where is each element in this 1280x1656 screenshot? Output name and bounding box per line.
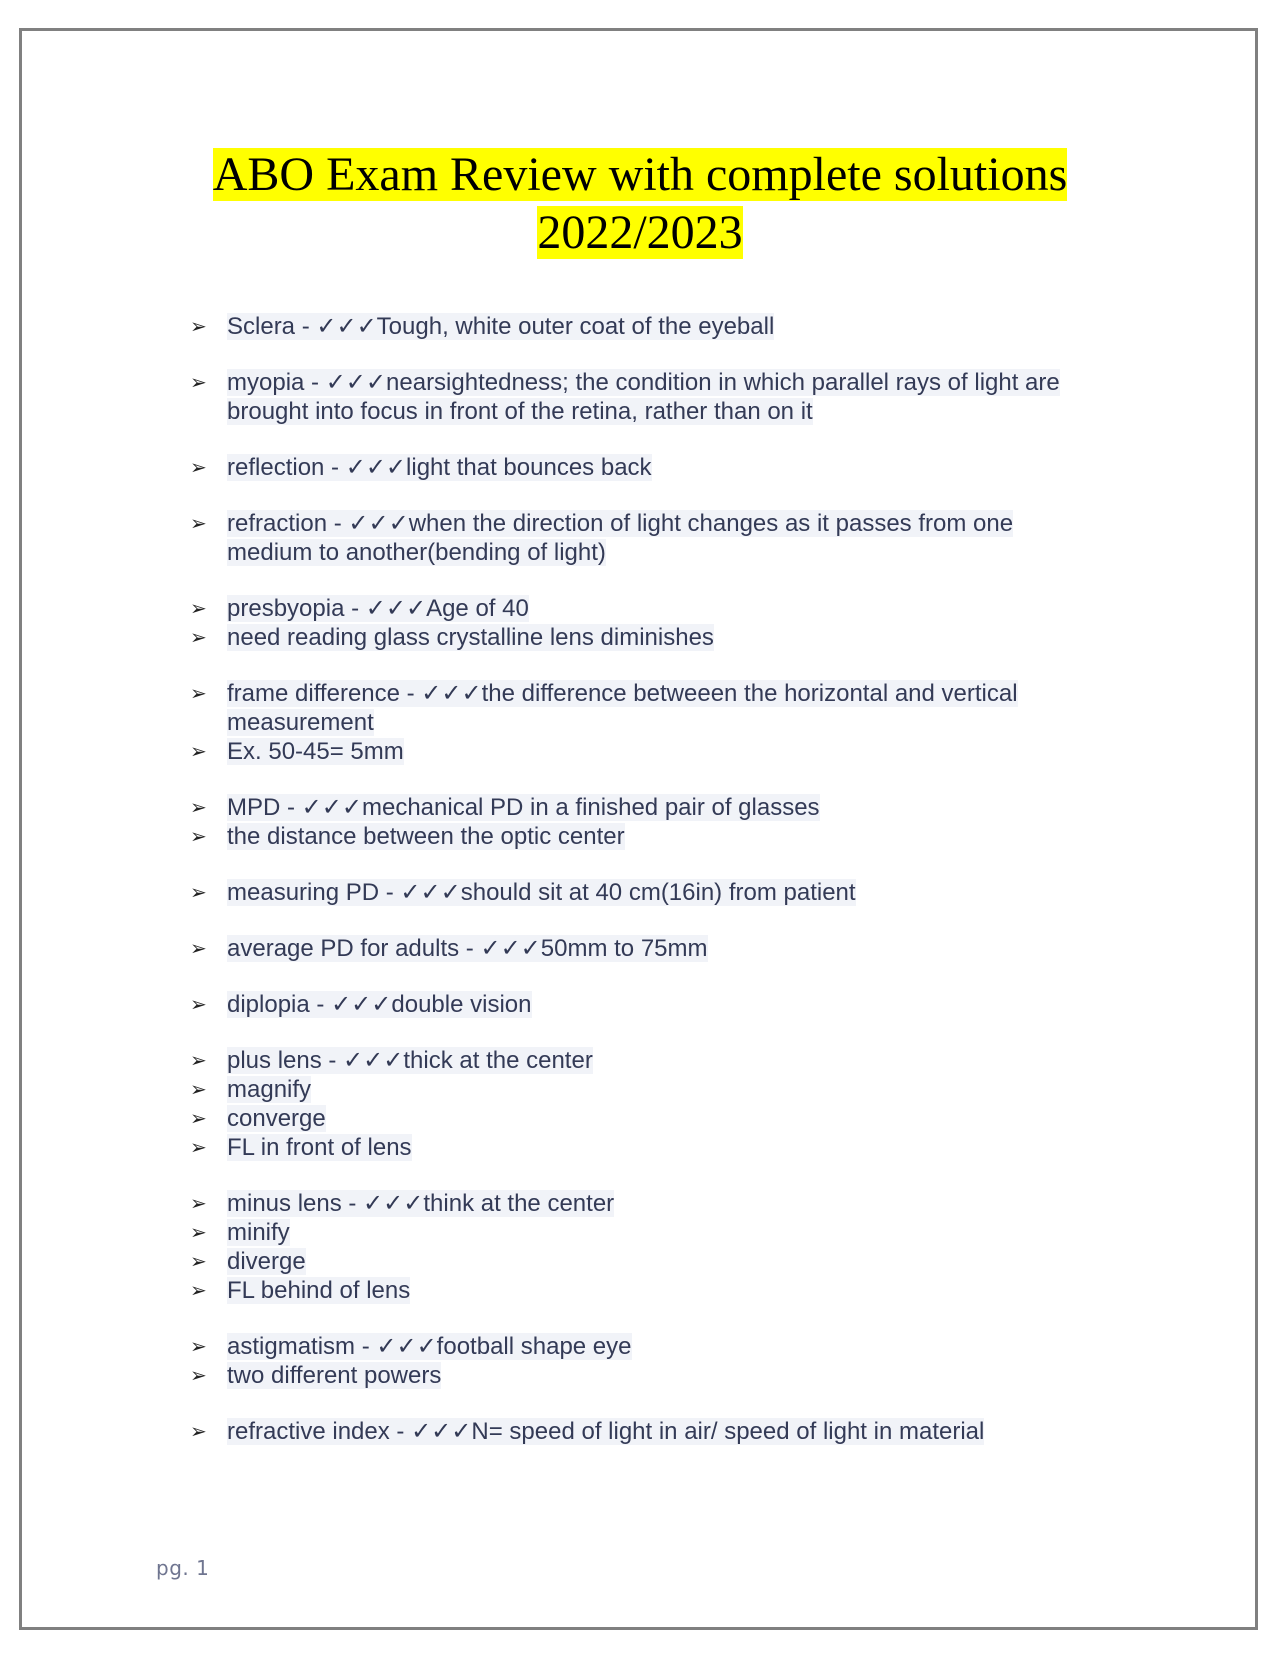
arrow-bullet-icon: ➢: [190, 880, 207, 904]
arrow-bullet-icon: ➢: [190, 824, 207, 848]
list-item-text: minify: [227, 1219, 290, 1246]
term-group: [190, 934, 1090, 963]
list-item: [190, 1189, 1090, 1218]
list-item: [190, 594, 1090, 623]
document-title: [150, 146, 1130, 262]
page-number: pg. 1: [156, 1556, 210, 1580]
arrow-bullet-icon: ➢: [190, 1419, 207, 1443]
term-group: [190, 1332, 1090, 1390]
arrow-bullet-icon: ➢: [190, 681, 207, 705]
list-item: [190, 509, 1090, 567]
arrow-bullet-icon: ➢: [190, 739, 207, 763]
list-item: [190, 1133, 1090, 1162]
arrow-bullet-icon: ➢: [190, 1334, 207, 1358]
arrow-bullet-icon: ➢: [190, 1106, 207, 1130]
term-group: [190, 679, 1090, 766]
arrow-bullet-icon: ➢: [190, 1278, 207, 1302]
list-item: [190, 368, 1090, 426]
list-item: [190, 934, 1090, 963]
list-item: [190, 1417, 1090, 1446]
title-line-2: 2022/2023: [537, 206, 743, 259]
list-item-text: plus lens - ✓✓✓thick at the center: [227, 1047, 593, 1074]
list-item: [190, 1218, 1090, 1247]
list-item: [190, 737, 1090, 766]
list-item-text: converge: [227, 1105, 326, 1132]
term-group: [190, 1046, 1090, 1162]
term-group: [190, 594, 1090, 652]
list-item: [190, 453, 1090, 482]
list-item-text: refraction - ✓✓✓when the direction of light changes as it passes from one medium to another(bending of light): [227, 510, 1014, 566]
list-item-text: minus lens - ✓✓✓think at the center: [227, 1190, 615, 1217]
list-item-text: diplopia - ✓✓✓double vision: [227, 991, 532, 1018]
arrow-bullet-icon: ➢: [190, 1220, 207, 1244]
list-item: [190, 878, 1090, 907]
term-group: [190, 793, 1090, 851]
list-item-text: refractive index - ✓✓✓N= speed of light in air/ speed of light in material: [227, 1418, 985, 1445]
list-item-text: frame difference - ✓✓✓the difference betweeen the horizontal and vertical measurement: [227, 680, 1018, 736]
list-item-text: need reading glass crystalline lens diminishes: [227, 624, 714, 651]
term-group: [190, 509, 1090, 567]
list-item: [190, 1276, 1090, 1305]
list-item-text: Sclera - ✓✓✓Tough, white outer coat of the eyeball: [227, 313, 775, 340]
arrow-bullet-icon: ➢: [190, 795, 207, 819]
title-line-1: ABO Exam Review with complete solutions: [212, 148, 1068, 201]
arrow-bullet-icon: ➢: [190, 314, 207, 338]
arrow-bullet-icon: ➢: [190, 1048, 207, 1072]
list-item: [190, 822, 1090, 851]
arrow-bullet-icon: ➢: [190, 1077, 207, 1101]
list-item: [190, 1332, 1090, 1361]
term-group: [190, 368, 1090, 426]
list-item-text: myopia - ✓✓✓nearsightedness; the condition in which parallel rays of light are brought into focus in front of the retina, rather than on it: [227, 369, 1060, 425]
arrow-bullet-icon: ➢: [190, 370, 207, 394]
list-item-text: Ex. 50-45= 5mm: [227, 738, 404, 765]
list-item-text: magnify: [227, 1076, 312, 1103]
list-item: [190, 1361, 1090, 1390]
list-item-text: measuring PD - ✓✓✓should sit at 40 cm(16in) from patient: [227, 879, 856, 906]
list-item: [190, 623, 1090, 652]
list-item: [190, 793, 1090, 822]
list-item-text: presbyopia - ✓✓✓Age of 40: [227, 595, 529, 622]
arrow-bullet-icon: ➢: [190, 596, 207, 620]
arrow-bullet-icon: ➢: [190, 625, 207, 649]
arrow-bullet-icon: ➢: [190, 992, 207, 1016]
arrow-bullet-icon: ➢: [190, 936, 207, 960]
arrow-bullet-icon: ➢: [190, 511, 207, 535]
list-item-text: average PD for adults - ✓✓✓50mm to 75mm: [227, 935, 708, 962]
list-item-text: diverge: [227, 1248, 306, 1275]
list-item: [190, 312, 1090, 341]
arrow-bullet-icon: ➢: [190, 1191, 207, 1215]
arrow-bullet-icon: ➢: [190, 1135, 207, 1159]
list-item: [190, 1247, 1090, 1276]
list-item: [190, 1046, 1090, 1075]
list-item-text: reflection - ✓✓✓light that bounces back: [227, 454, 652, 481]
list-item: [190, 1075, 1090, 1104]
list-item-text: MPD - ✓✓✓mechanical PD in a finished pair of glasses: [227, 794, 820, 821]
list-item: [190, 679, 1090, 737]
list-item-text: FL behind of lens: [227, 1277, 411, 1304]
term-group: [190, 990, 1090, 1019]
list-item: [190, 990, 1090, 1019]
term-group: [190, 1417, 1090, 1446]
term-group: [190, 312, 1090, 341]
term-group: [190, 878, 1090, 907]
term-list: [190, 312, 1090, 1473]
list-item-text: astigmatism - ✓✓✓football shape eye: [227, 1333, 632, 1360]
list-item: [190, 1104, 1090, 1133]
term-group: [190, 1189, 1090, 1305]
term-group: [190, 453, 1090, 482]
arrow-bullet-icon: ➢: [190, 455, 207, 479]
list-item-text: two different powers: [227, 1362, 442, 1389]
arrow-bullet-icon: ➢: [190, 1249, 207, 1273]
arrow-bullet-icon: ➢: [190, 1363, 207, 1387]
list-item-text: the distance between the optic center: [227, 823, 625, 850]
list-item-text: FL in front of lens: [227, 1134, 412, 1161]
